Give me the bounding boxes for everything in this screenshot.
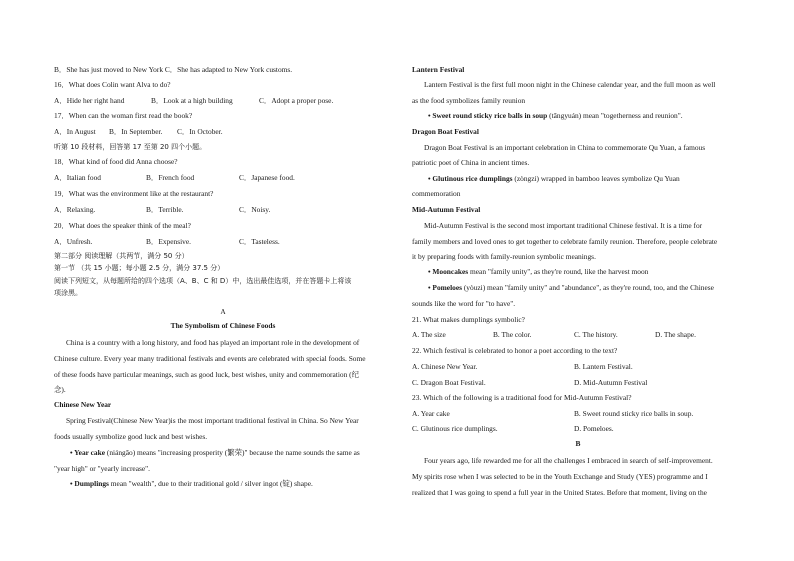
q19-option-c: C．Noisy. [239,205,271,214]
glutinous-item [428,174,680,183]
part-2-heading: 第二部分 阅读理解（共两节，满分 50 分） [54,252,189,260]
question-16: 16．What does Colin want Alva to do? [54,80,171,89]
year-cake-term: • Year cake [70,448,106,457]
dumplings-item [70,479,313,488]
mooncakes-item [428,267,648,276]
q23-option-a: A. Year cake [412,409,450,418]
reading-instruction: 阅读下列短文，从每题所给的四个选项（A、B、C 和 D）中，选出最佳选项，并在答题卡上将该 [54,277,352,285]
passage-b-line-3: realized that I was going to spend a full year in the United States. Before that moment, living on the [412,488,707,497]
q22-option-a: A. Chinese New Year. [412,362,478,371]
question-19: 19．What was the environment like at the restaurant? [54,189,214,198]
section-10-instruction: 听第 10 段材料，回答第 17 至第 20 四个小题。 [54,143,207,151]
q16-option-c: C．Adopt a proper pose. [259,96,334,105]
rice-balls-term: • Sweet round sticky rice balls in soup [428,111,548,120]
passage-b-label: B [575,439,581,448]
mid-autumn-heading: Mid-Autumn Festival [412,205,481,214]
q18-option-b: B．French food [146,173,195,182]
q18-option-c: C．Japanese food. [239,173,295,182]
reading-instruction-cont: 项涂黑。 [54,289,82,297]
dragon-line-1: Dragon Boat Festival is an important celebration in China to commemorate Qu Yuan, a famous [424,143,706,152]
dumplings-term: • Dumplings [70,479,109,488]
paragraph-1-line-1: China is a country with a long history, and food has played an important role in the development of [66,338,360,347]
glutinous-desc: (zòngzi) wrapped in bamboo leaves symbolize Qu Yuan [512,174,680,183]
q22-option-c: C. Dragon Boat Festival. [412,378,486,387]
q17-option-b: B．In September. [109,127,163,136]
mid-autumn-line-2: family members and loved ones to get together to celebrate family reunion. Therefore, people celebrate [412,237,718,246]
q19-option-a: A．Relaxing. [54,205,96,214]
q20-option-b: B．Expensive. [146,237,191,246]
mid-autumn-line-1: Mid-Autumn Festival is the second most important traditional Chinese festival. It is a time for [424,221,703,230]
q19-option-b: B．Terrible. [146,205,184,214]
paragraph-1-line-4: 念). [54,385,66,394]
pomeloes-desc-cont: sounds like the word for "to have". [412,299,516,308]
year-cake-desc-cont: "year high" or "yearly increase". [54,464,150,473]
pomeloes-term: • Pomeloes [428,283,462,292]
passage-b-line-1: Four years ago, life rewarded me for all the challenges I embraced in search of self-improvement. [424,456,713,465]
q22-option-b: B. Lantern Festival. [574,362,633,371]
mooncakes-desc: mean "family unity", as they're round, like the harvest moon [468,267,649,276]
cny-line-1: Spring Festival(Chinese New Year)is the most important traditional festival in China. So New Year [66,416,359,425]
question-18: 18．What kind of food did Anna choose? [54,157,178,166]
chinese-new-year-heading: Chinese New Year [54,400,112,409]
paragraph-1-line-2: Chinese culture. Every year many traditional festivals and events are celebrated with special foods. Some [54,354,366,363]
mid-autumn-line-3: it by preparing foods with family-reunion symbolic meanings. [412,252,596,261]
rice-balls-item [428,111,683,120]
glutinous-desc-cont: commemoration [412,189,461,198]
q23-option-d: D. Pomeloes. [574,424,614,433]
year-cake-desc: (niángāo) means "increasing prosperity (繁荣)" because the name sounds the same as [105,448,360,457]
lantern-line-2: as the food symbolizes family reunion [412,96,526,105]
q20-option-c: C．Tasteless. [239,237,280,246]
q17-option-a: A．In August [54,127,96,136]
question-23: 23. Which of the following is a traditional food for Mid-Autumn Festival? [412,393,632,402]
glutinous-term: • Glutinous rice dumplings [428,174,513,183]
question-21: 21. What makes dumplings symbolic? [412,315,525,324]
passage-a-title: The Symbolism of Chinese Foods [170,321,276,330]
section-1-heading: 第一节 （共 15 小题；每小题 2.5 分，满分 37.5 分） [54,264,225,272]
q16-option-a: A．Hide her right hand [54,96,125,105]
q21-option-b: B. The color. [493,330,532,339]
dumplings-desc: mean "wealth", due to their traditional gold / silver ingot (锭) shape. [108,479,313,488]
q15-option-b: B．She has just moved to New York C．She has adapted to New York customs. [54,65,293,74]
rice-balls-desc: (tāngyuán) mean "togetherness and reunion". [547,111,683,120]
q18-option-a: A．Italian food [54,173,101,182]
lantern-line-1: Lantern Festival is the first full moon night in the Chinese calendar year, and the full moon as well [424,80,716,89]
question-20: 20．What does the speaker think of the meal? [54,221,191,230]
paragraph-1-line-3: of these foods have particular meanings, such as good luck, best wishes, unity and commemoration (纪 [54,370,359,379]
pomeloes-desc: (yòuzi) mean "family unity" and "abundance", as they're round, too, and the Chinese [462,283,714,292]
dragon-line-2: patriotic poet of China in ancient times. [412,158,530,167]
year-cake-item [70,448,360,457]
passage-a-label: A [220,307,226,316]
q21-option-a: A. The size [412,330,446,339]
passage-b-line-2: My spirits rose when I was selected to be in the Youth Exchange and Study (YES) programme and I [412,472,708,481]
lantern-festival-heading: Lantern Festival [412,65,465,74]
question-22: 22. Which festival is celebrated to honor a poet according to the text? [412,346,618,355]
q16-option-b: B．Look at a high building [151,96,233,105]
q17-option-c: C．In October. [177,127,223,136]
dragon-boat-heading: Dragon Boat Festival [412,127,479,136]
q21-option-d: D. The shape. [655,330,696,339]
q21-option-c: C. The history. [574,330,618,339]
question-17: 17．When can the woman first read the book? [54,111,193,120]
q23-option-c: C. Glutinous rice dumplings. [412,424,498,433]
q22-option-d: D. Mid-Autumn Festival [574,378,648,387]
q23-option-b: B. Sweet round sticky rice balls in soup. [574,409,694,418]
cny-line-2: foods usually symbolize good luck and best wishes. [54,432,208,441]
q20-option-a: A．Unfresh. [54,237,93,246]
mooncakes-term: • Mooncakes [428,267,469,276]
pomeloes-item [428,283,714,292]
